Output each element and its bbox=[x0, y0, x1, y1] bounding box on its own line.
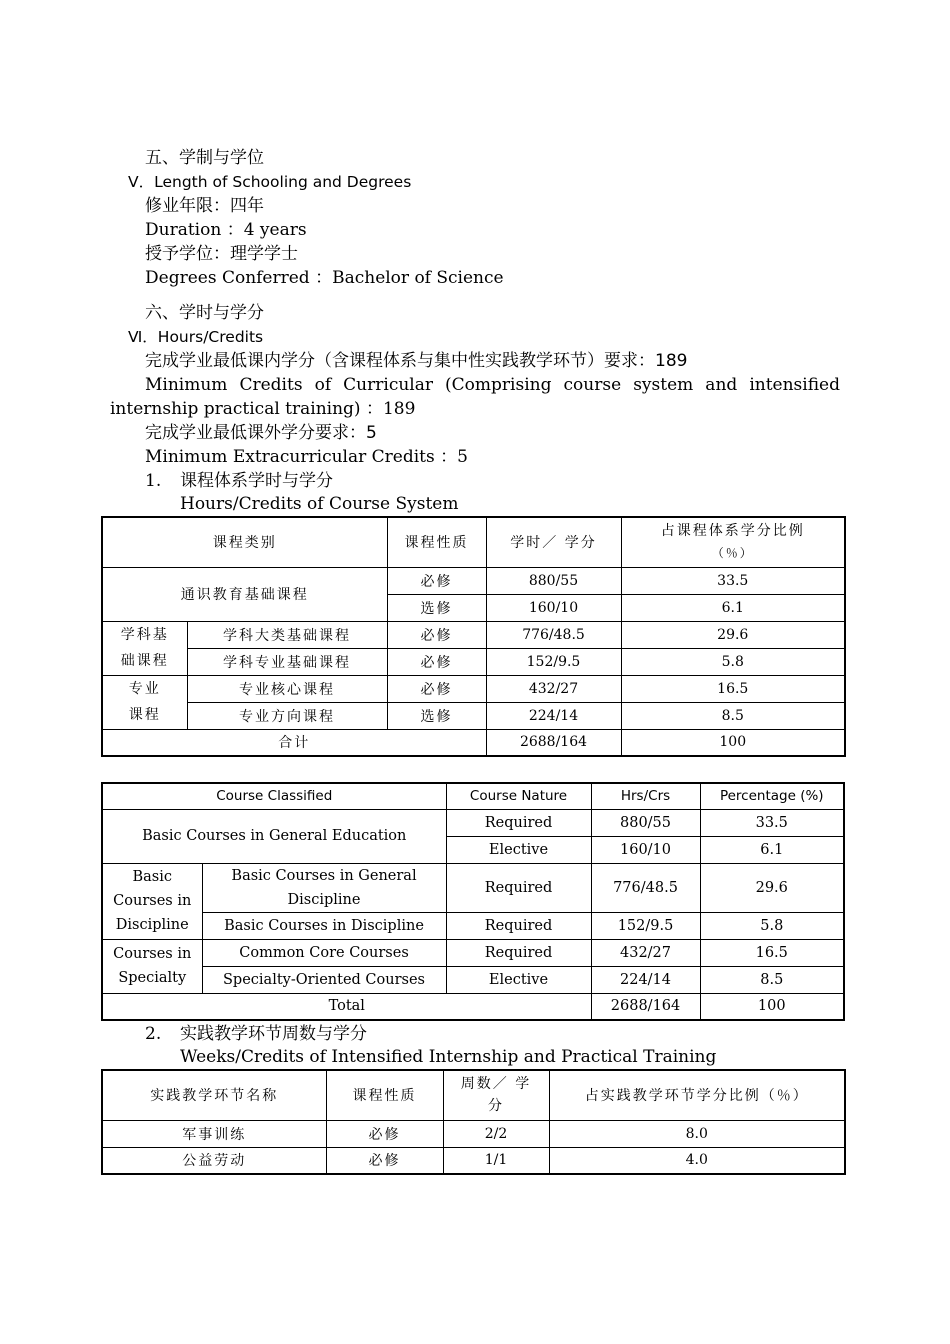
extracurricular-en: Minimum Extracurricular Credits ：5 bbox=[145, 447, 468, 467]
total-label-cell: Total bbox=[102, 993, 591, 1020]
duration-en: Duration ：4 years bbox=[145, 220, 307, 240]
course-name-cell: 学科专业基础课程 bbox=[187, 648, 387, 675]
degree-en: Degrees Conferred ：Bachelor of Science bbox=[145, 268, 504, 288]
degree-cn: 授予学位：理学学士 bbox=[145, 244, 298, 264]
hours-cell: 880/55 bbox=[486, 567, 621, 594]
course-name-cell: Specialty-Oriented Courses bbox=[202, 966, 446, 993]
total-percentage-cell: 100 bbox=[700, 993, 844, 1020]
nature-cell: 选修 bbox=[387, 702, 486, 729]
min-credits-en-line1: Minimum Credits of Curricular (Comprising course system and intensified bbox=[145, 375, 840, 395]
nature-cell: Required bbox=[446, 863, 591, 912]
sub1-heading-en: Hours/Credits of Course System bbox=[180, 494, 459, 514]
course-name-cell: Basic Courses in General Discipline bbox=[202, 863, 446, 912]
course-name-cell: Common Core Courses bbox=[202, 939, 446, 966]
hours-cell: 776/48.5 bbox=[591, 863, 700, 912]
percentage-cell: 5.8 bbox=[700, 912, 844, 939]
min-credits-cn: 完成学业最低课内学分（含课程体系与集中性实践教学环节）要求：189 bbox=[145, 351, 688, 371]
duration-cn: 修业年限：四年 bbox=[145, 196, 264, 216]
hours-cell: 152/9.5 bbox=[591, 912, 700, 939]
practice-table bbox=[101, 1069, 846, 1175]
practice-name-cell: 军事训练 bbox=[102, 1120, 326, 1147]
section6-heading-cn: 六、学时与学分 bbox=[145, 303, 264, 323]
nature-cell: Required bbox=[446, 912, 591, 939]
nature-cell: Required bbox=[446, 939, 591, 966]
nature-cell: Elective bbox=[446, 966, 591, 993]
header-nature: 课程性质 bbox=[387, 517, 486, 567]
sub2-heading-cn: 实践教学环节周数与学分 bbox=[180, 1024, 367, 1044]
extracurricular-cn: 完成学业最低课外学分要求：5 bbox=[145, 423, 377, 443]
section5-heading-en: Ⅴ．Length of Schooling and Degrees bbox=[128, 173, 412, 191]
percentage-cell: 16.5 bbox=[700, 939, 844, 966]
weeks-cell: 2/2 bbox=[443, 1120, 549, 1147]
percentage-cell: 33.5 bbox=[700, 809, 844, 836]
min-credits-en-line2: internship practical training) ：189 bbox=[110, 399, 416, 419]
practice-name-cell: 公益劳动 bbox=[102, 1147, 326, 1174]
course-name-cell: Basic Courses in Discipline bbox=[202, 912, 446, 939]
percentage-cell: 8.0 bbox=[549, 1120, 845, 1147]
total-percentage-cell: 100 bbox=[621, 729, 845, 756]
percentage-cell: 4.0 bbox=[549, 1147, 845, 1174]
sub2-heading-en: Weeks/Credits of Intensified Internship and Practical Training bbox=[180, 1047, 717, 1067]
hours-cell: 224/14 bbox=[486, 702, 621, 729]
sub2-number: 2. bbox=[145, 1024, 162, 1044]
percentage-cell: 29.6 bbox=[621, 621, 845, 648]
nature-cell: 必修 bbox=[387, 675, 486, 702]
section6-heading-en: Ⅵ．Hours/Credits bbox=[128, 328, 264, 346]
hours-cell: 224/14 bbox=[591, 966, 700, 993]
hours-cell: 776/48.5 bbox=[486, 621, 621, 648]
hours-cell: 160/10 bbox=[486, 594, 621, 621]
header-nature: 课程性质 bbox=[326, 1070, 443, 1120]
weeks-cell: 1/1 bbox=[443, 1147, 549, 1174]
course-name-cell: 专业方向课程 bbox=[187, 702, 387, 729]
percentage-cell: 16.5 bbox=[621, 675, 845, 702]
sub1-number: 1. bbox=[145, 471, 162, 491]
course-name-cell: 学科大类基础课程 bbox=[187, 621, 387, 648]
section5-heading-cn: 五、学制与学位 bbox=[145, 148, 264, 168]
discipline-group-cell: 学科基 础课程 bbox=[102, 621, 187, 675]
total-hours-cell: 2688/164 bbox=[486, 729, 621, 756]
nature-cell: 选修 bbox=[387, 594, 486, 621]
specialty-group-cell: 专业 课程 bbox=[102, 675, 187, 729]
course-system-table-en bbox=[101, 782, 845, 1021]
percentage-cell: 5.8 bbox=[621, 648, 845, 675]
nature-cell: 必修 bbox=[387, 648, 486, 675]
specialty-group-cell: Courses in Specialty bbox=[102, 939, 202, 993]
header-percentage: 占课程体系学分比例 （％） bbox=[621, 517, 845, 567]
header-percentage: Percentage (%) bbox=[700, 783, 844, 809]
nature-cell: 必修 bbox=[387, 621, 486, 648]
hours-cell: 880/55 bbox=[591, 809, 700, 836]
header-hours: 学时／ 学分 bbox=[486, 517, 621, 567]
nature-cell: 必修 bbox=[326, 1147, 443, 1174]
header-course-classified: Course Classified bbox=[102, 783, 446, 809]
nature-cell: 必修 bbox=[387, 567, 486, 594]
percentage-cell: 6.1 bbox=[700, 836, 844, 863]
header-practice-name: 实践教学环节名称 bbox=[102, 1070, 326, 1120]
percentage-cell: 8.5 bbox=[621, 702, 845, 729]
hours-cell: 160/10 bbox=[591, 836, 700, 863]
nature-cell: 必修 bbox=[326, 1120, 443, 1147]
hours-cell: 152/9.5 bbox=[486, 648, 621, 675]
percentage-cell: 8.5 bbox=[700, 966, 844, 993]
percentage-cell: 29.6 bbox=[700, 863, 844, 912]
sub1-heading-cn: 课程体系学时与学分 bbox=[180, 471, 333, 491]
header-category: 课程类别 bbox=[102, 517, 387, 567]
total-label-cell: 合计 bbox=[102, 729, 486, 756]
nature-cell: Required bbox=[446, 809, 591, 836]
course-name-cell: 专业核心课程 bbox=[187, 675, 387, 702]
header-weeks: 周数／ 学 分 bbox=[443, 1070, 549, 1120]
header-course-nature: Course Nature bbox=[446, 783, 591, 809]
course-system-table-cn bbox=[101, 516, 846, 757]
percentage-cell: 33.5 bbox=[621, 567, 845, 594]
hours-cell: 432/27 bbox=[486, 675, 621, 702]
percentage-cell: 6.1 bbox=[621, 594, 845, 621]
header-hrs-crs: Hrs/Crs bbox=[591, 783, 700, 809]
hours-cell: 432/27 bbox=[591, 939, 700, 966]
general-education-cell: Basic Courses in General Education bbox=[102, 809, 446, 863]
header-percentage: 占实践教学环节学分比例（％） bbox=[549, 1070, 845, 1120]
general-education-cell: 通识教育基础课程 bbox=[102, 567, 387, 621]
total-hours-cell: 2688/164 bbox=[591, 993, 700, 1020]
nature-cell: Elective bbox=[446, 836, 591, 863]
discipline-group-cell: Basic Courses in Discipline bbox=[102, 863, 202, 939]
